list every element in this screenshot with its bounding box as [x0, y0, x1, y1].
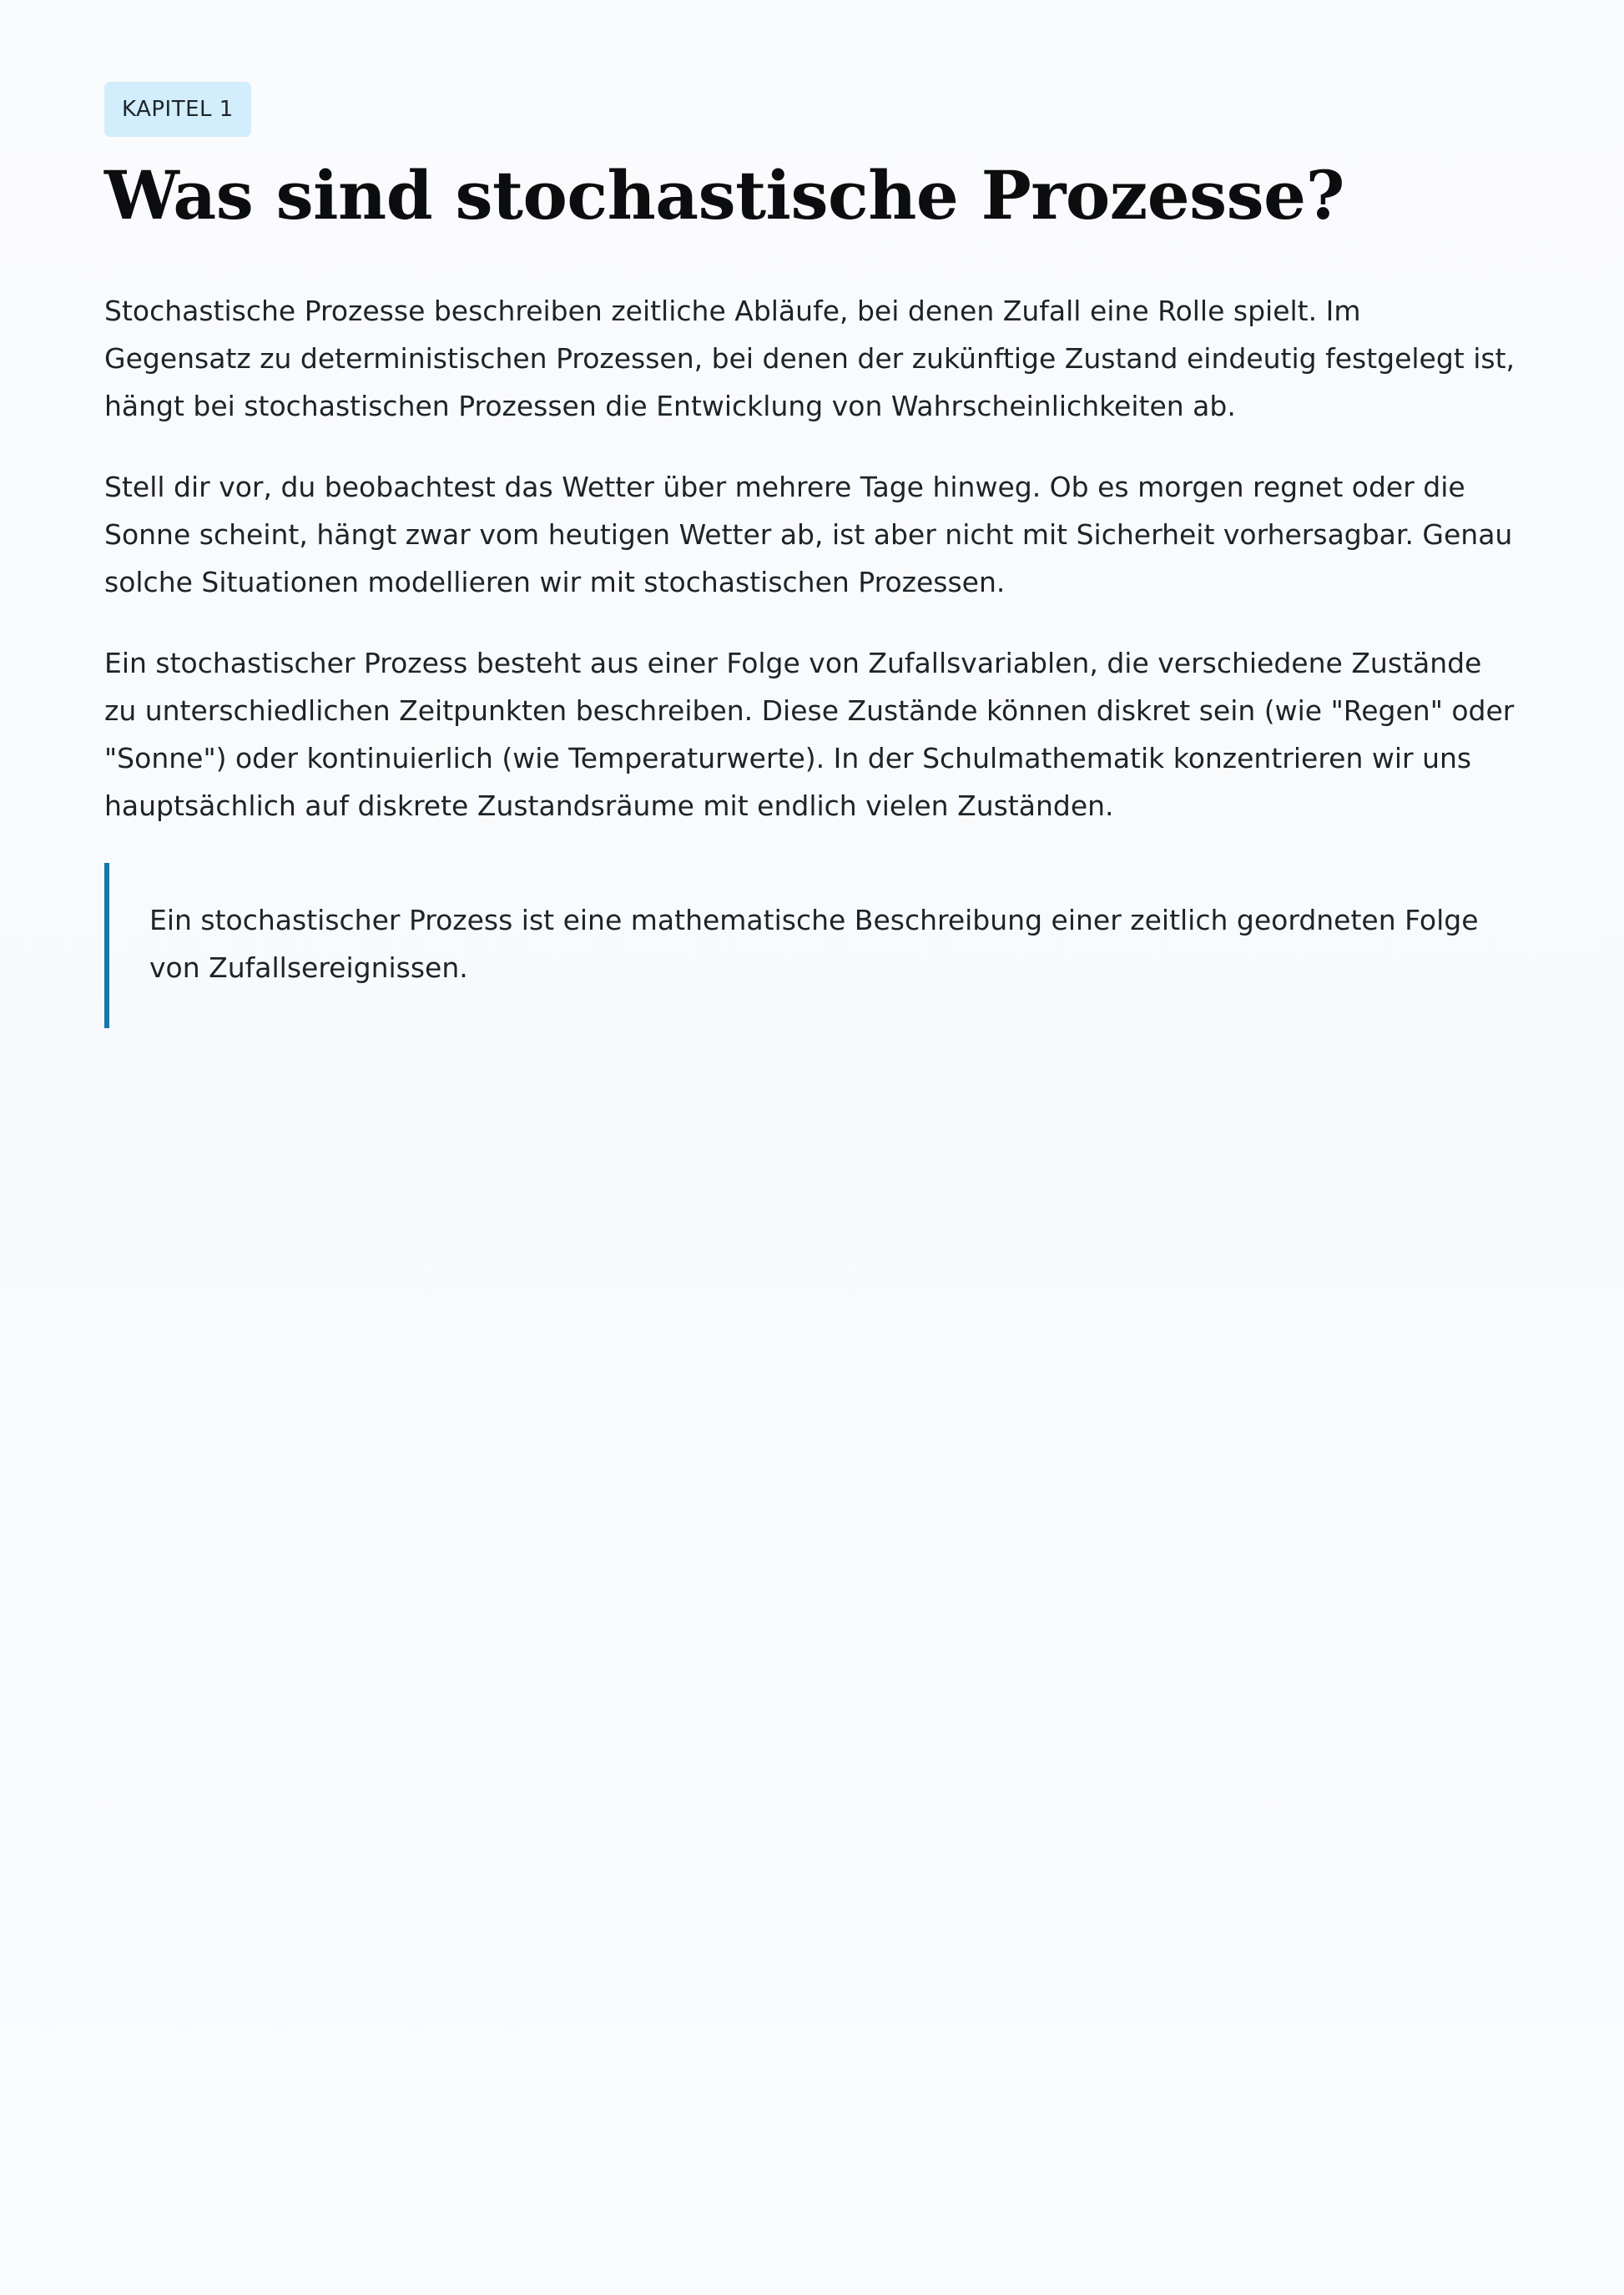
- definition-text: Ein stochastischer Prozess ist eine mathematische Beschreibung einer zeitlich geordneten Folge von Zufallsereignissen.: [149, 904, 1479, 984]
- page-title: Was sind stochastische Prozesse?: [104, 156, 1344, 235]
- chapter-badge: KAPITEL 1: [104, 82, 251, 137]
- paragraph-intro: Stochastische Prozesse beschreiben zeitliche Abläufe, bei denen Zufall eine Rolle spielt. Im Gegensatz zu deterministischen Prozessen, bei denen der zukünftige Zustand eindeutig festgelegt ist, hängt bei stochastischen Prozessen die Entwicklung von Wahrscheinlichkeiten ab.: [104, 295, 1516, 422]
- paragraph-random-variables: Ein stochastischer Prozess besteht aus einer Folge von Zufallsvariablen, die verschiedene Zustände zu unterschiedlichen Zeitpunkten beschreiben. Diese Zustände können diskret sein (wie "Regen" oder "Sonne") oder kontinuierlich (wie Temperaturwerte). In der Schulmathematik konzentrieren wir uns hauptsächlich auf diskrete Zustandsräume mit endlich vielen Zuständen.: [104, 647, 1515, 822]
- definition-callout: [104, 863, 1516, 1028]
- paragraph-weather-example: Stell dir vor, du beobachtest das Wetter über mehrere Tage hinweg. Ob es morgen regnet oder die Sonne scheint, hängt zwar vom heutigen Wetter ab, ist aber nicht mit Sicherheit vorhersagbar. Genau solche Situationen modellieren wir mit stochastischen Prozessen.: [104, 471, 1513, 598]
